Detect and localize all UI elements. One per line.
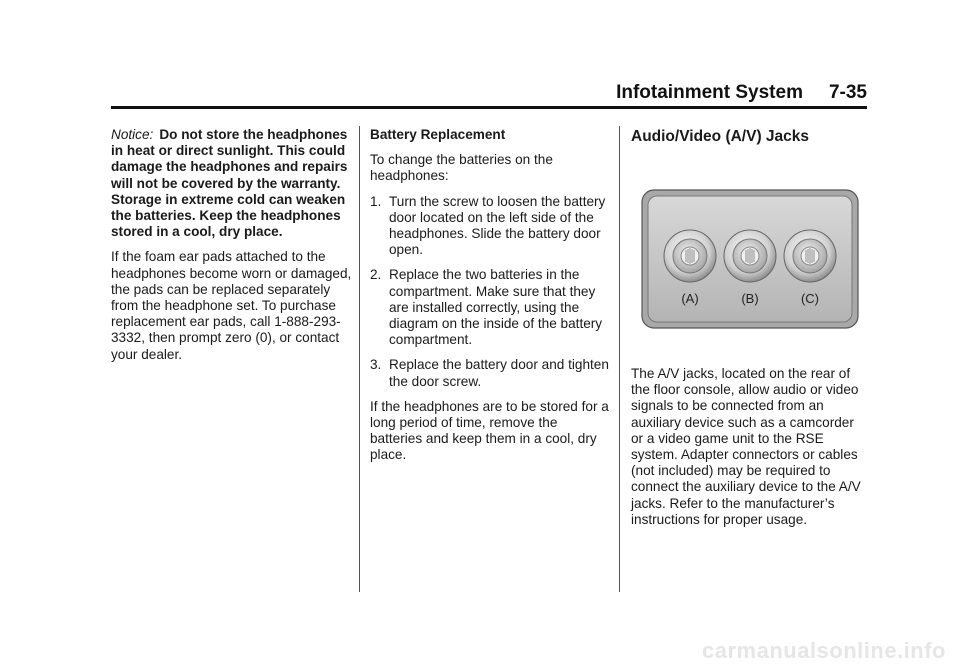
notice-label: Notice: [111, 127, 154, 142]
ear-pads-paragraph: If the foam ear pads attached to the headphones become worn or damaged, the pads can be replaced separately from the headphone set. To purchase replacement ear pads, call 1-888-293-3332, then prompt zero (0), or contact your dealer. [111, 249, 352, 362]
column-right [631, 127, 867, 527]
column-middle [370, 127, 610, 473]
step-text: Replace the two batteries in the compartment. Make sure that they are installed correctly, using the diagram on the inside of the battery compartment. [389, 267, 603, 348]
notice-block [111, 127, 353, 240]
battery-intro: To change the batteries on the headphones: [370, 152, 553, 184]
step-text: Turn the screw to loosen the battery door located on the left side of the headphones. Slide the battery door open. [389, 193, 606, 258]
jack-b-icon [724, 230, 776, 282]
jack-c-label: (C) [800, 291, 820, 306]
battery-subhead: Battery Replacement [370, 127, 506, 142]
step-number: 3. [370, 357, 382, 373]
step-number: 1. [370, 193, 382, 209]
page-header [111, 82, 867, 104]
jack-a-label: (A) [681, 291, 699, 306]
av-jacks-panel-image [641, 189, 859, 329]
notice-text: Do not store the headphones in heat or direct sunlight. This could damage the headphones and repairs will not be covered by the warranty. Storage in extreme cold can weaken the batteries. Keep the headphones stored in a cool, dry place. [111, 127, 348, 240]
header-rule [111, 106, 867, 109]
av-jacks-figure [641, 189, 859, 329]
column-divider-1 [359, 126, 360, 592]
column-divider-2 [619, 126, 620, 592]
battery-steps [370, 194, 610, 390]
jack-b-label: (B) [741, 291, 759, 306]
list-item [370, 357, 610, 389]
section-title: Infotainment System [616, 82, 803, 103]
list-item [370, 267, 610, 348]
jack-a-icon [664, 230, 716, 282]
column-left [111, 127, 353, 372]
av-jacks-paragraph: The A/V jacks, located on the rear of the floor console, allow audio or video signals to be connected from an auxiliary device such as a camcorder or a video game unit to the RSE system. Adapter connectors or cables (not included) may be required to connect the auxiliary device to the A/V jacks. Refer to the manufacturer’s instructions for proper usage. [631, 366, 861, 527]
page-number: 7-35 [828, 82, 867, 103]
watermark: carmanualsonline.info [702, 638, 946, 663]
list-item [370, 194, 610, 259]
step-text: Replace the battery door and tighten the door screw. [389, 357, 609, 389]
jack-c-icon [784, 230, 836, 282]
step-number: 2. [370, 267, 382, 283]
storage-paragraph: If the headphones are to be stored for a long period of time, remove the batteries and keep them in a cool, dry place. [370, 398, 609, 463]
av-jacks-heading: Audio/Video (A/V) Jacks [631, 128, 810, 145]
